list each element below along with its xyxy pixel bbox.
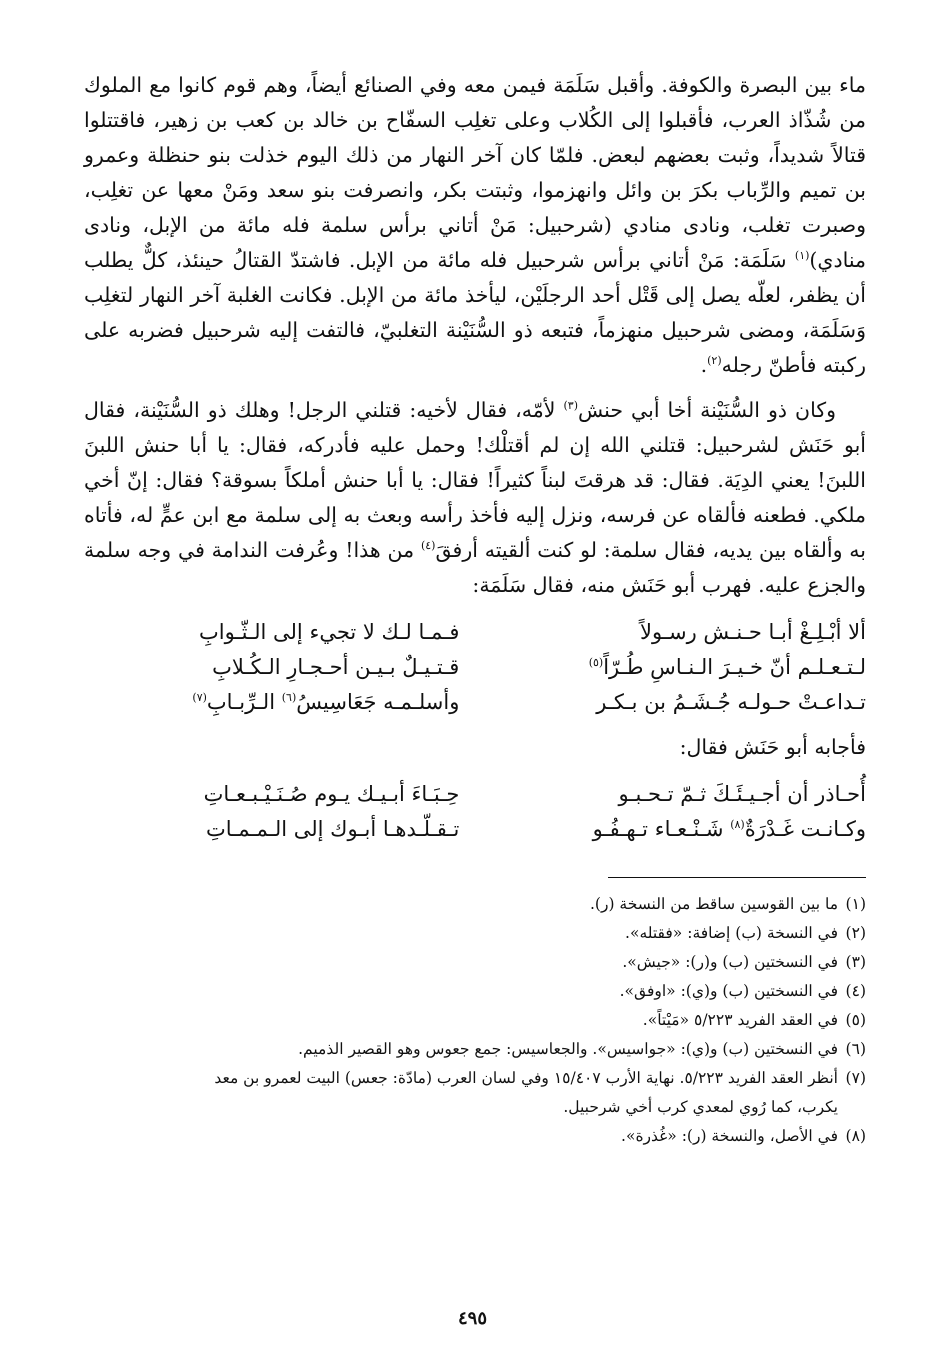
verse-hemistich-right: تـداعـتْ حـولـه جُـشَـمُ بن بـكـر (596, 690, 866, 714)
verse-hemistich-left (84, 685, 459, 720)
verse-hemistich-left: قـتـيـلٌ بـيـن أحـجـارِ الـكُـلابِ (212, 655, 460, 679)
footnote-number: (٧) (845, 1069, 866, 1087)
footnote-ref: (١) (794, 249, 810, 263)
poem-1 (84, 615, 866, 720)
paragraph-text: لأمّه، فقال لأخيه: قتلني الرجل! وهلك ذو السُّنَيْنة، فقال أبو حَنَش لشرحبيل: قتلني الله إن لم أقتلْك! وحمل عليه فأدركه، فقال: يا أبا حنش اللبنَ اللبنَ! يعني الدِيَة. فقال: قد هرقتَ لبناً كثيراً! فقال: يا أبا حنش أملكاً بسوقة؟ فقال: إنّ أخي ملكي. فطعنه فألقاه عن فرسه، ونزل إليه فأخذ رأسه وبعث به إلى سلمة مع ابن عمٍّ له، فأتاه به وألقاه بين يديه، فقال سلمة: لو كنت ألقيته أرفقَ (84, 398, 866, 562)
transition-line: فأجابه أبو حَنَش فقال: (679, 735, 866, 759)
verse-line (84, 812, 866, 847)
footnote-text: في الأصل، والنسخة (ر): «غُذرة». (621, 1127, 838, 1145)
footnote-text: ما بين القوسين ساقط من النسخة (ر). (589, 895, 838, 913)
footnote-ref: (٣) (563, 399, 579, 413)
footnote-number: (٤) (845, 982, 866, 1000)
verse-hemistich-right (491, 812, 866, 847)
verse-text: وأسلـمـه جَعَاسِيسُ (296, 690, 460, 714)
footnote (84, 1122, 866, 1151)
paragraph-text: . (700, 353, 708, 377)
verse-line (84, 615, 866, 650)
footnote (84, 1064, 866, 1093)
footnote-ref: (٧) (192, 691, 207, 704)
paragraph-text: ماء بين البصرة والكوفة. وأقبل سَلَمَة فيمن معه وفي الصنائع أيضاً، وهم قوم كانوا مع الملوك من شُذّاذ العرب، فأقبلوا إلى الكُلاب وعلى تغلِب السفّاح بن خالد بن كعب بن زهير، فاقتتلوا قتالاً شديداً، وثبت بعضهم لبعض. فلمّا كان آخر النهار من ذلك اليوم خذلت بنو حنظلة وعمرو بن تميم والرِّباب بكرَ بن وائل وانهزموا، وثبتت بكر، وانصرفت بنو سعد ومَنْ معها عن تغلِب، وصبرت تغلب، ونادى منادي (شرحبيل: مَنْ أتاني برأس سلمة فله مائة من الإبل، ونادى منادي) (84, 73, 866, 272)
paragraph-1 (84, 68, 866, 383)
footnote-number: (٥) (845, 1011, 866, 1029)
verse-text: لـتـعـلـم أنّ خـيـرَ الـنـاسِ طُـرّاً (603, 655, 866, 679)
footnote-number: (٦) (845, 1040, 866, 1058)
footnote-ref: (٥) (588, 656, 604, 669)
footnote-number: (١) (845, 895, 866, 913)
verse-hemistich-right (491, 650, 866, 685)
footnote (84, 1006, 866, 1035)
footnote (84, 919, 866, 948)
paragraph-text: من هذا! وعُرفت الندامة في وجه سلمة والجزع عليه. فهرب أبو حَنَش منه، فقال سَلَمَة: (84, 538, 866, 597)
footnote-number: (٣) (845, 953, 866, 971)
verse-text: وكـانـت غَـدْرَةٌ (744, 817, 866, 841)
footnote-text: في النسختين (ب) و(ر): «جيش». (622, 953, 838, 971)
verse-hemistich-left: تـقـلّـدهـا أبـوك إلى الـمـمـاتِ (205, 817, 460, 841)
verse-hemistich-left: فـمـا لـك لا تجيء إلى الـثّـوابِ (199, 620, 460, 644)
footnote-text: أنظر العقد الفريد ٥/٢٢٣. نهاية الأرب ١٥/٤٠٧ وفي لسان العرب (مادّة: جعس) البيت لعمرو بن معد (214, 1069, 838, 1087)
page-number: ٤٩٥ (457, 1308, 487, 1329)
verse-line (84, 777, 866, 812)
footnote-continuation: يكرب، كما رُوي لمعدي كرب أخي شرحبيل. (563, 1098, 838, 1116)
paragraph-text: سَلَمَة: مَنْ أتاني برأس شرحبيل فله مائة من الإبل. فاشتدّ القتالُ حينئذ، كلٌّ يطلب أن يظفر، لعلّه يصل إلى قَتْل أحد الرجلَيْن، ليأخذ مائة من الإبل. فكانت الغلبة آخر النهار لتغلِب وَسَلَمَة، ومضى شرحبيل منهزماً، فتبعه ذو السُّنَيْنة التغلبيّ، فالتفت إليه شرحبيل فضربه على ركبته فأطنّ رجله (84, 248, 866, 377)
footnote-number: (٢) (845, 924, 866, 942)
footnote-ref: (٨) (730, 818, 745, 831)
footnote (84, 890, 866, 919)
paragraph-2 (84, 393, 866, 603)
paragraph-text: وكان ذو السُّنَيْنة أخا أبي حنش (578, 398, 836, 422)
book-page (84, 68, 866, 1338)
footnote-number: (٨) (845, 1127, 866, 1145)
footnote-ref: (٦) (281, 691, 297, 704)
footnote (84, 977, 866, 1006)
verse-text: شَـنْـعـاء تـهـفُـو (592, 817, 731, 841)
footnote (84, 948, 866, 977)
footnote-text: في النسختين (ب) و(ي): «جواسيس». والجعاسيس: جمع جعوس وهو القصير الذميم. (298, 1040, 838, 1058)
verse-text: الـرِّبـابِ (206, 690, 282, 714)
verse-hemistich-left: حِـبَـاءَ أبـيـك يـوم صُـنَـيْـبـعـاتِ (203, 782, 460, 806)
poem-2 (84, 777, 866, 847)
footnote-text: في العقد الفريد ٥/٢٢٣ «مَيْتاً». (642, 1011, 838, 1029)
verse-line (84, 650, 866, 685)
footnote-text: في النسختين (ب) و(ي): «اوفق». (619, 982, 838, 1000)
footnote-text: في النسخة (ب) إضافة: «فقتله». (625, 924, 838, 942)
footnote-ref: (٢) (707, 354, 722, 368)
footnotes (84, 890, 866, 1151)
verse-line (84, 685, 866, 720)
verse-hemistich-right: ألا أبْـلِـغْ أبـا حـنـش رسـولاً (640, 620, 866, 644)
footnote-ref: (٤) (420, 539, 436, 553)
footnote-separator (608, 877, 866, 878)
footnote (84, 1035, 866, 1064)
verse-hemistich-right: أُحـاذر أن أجـيـئَـكَ ثـمّ تـحـبـو (618, 782, 866, 806)
